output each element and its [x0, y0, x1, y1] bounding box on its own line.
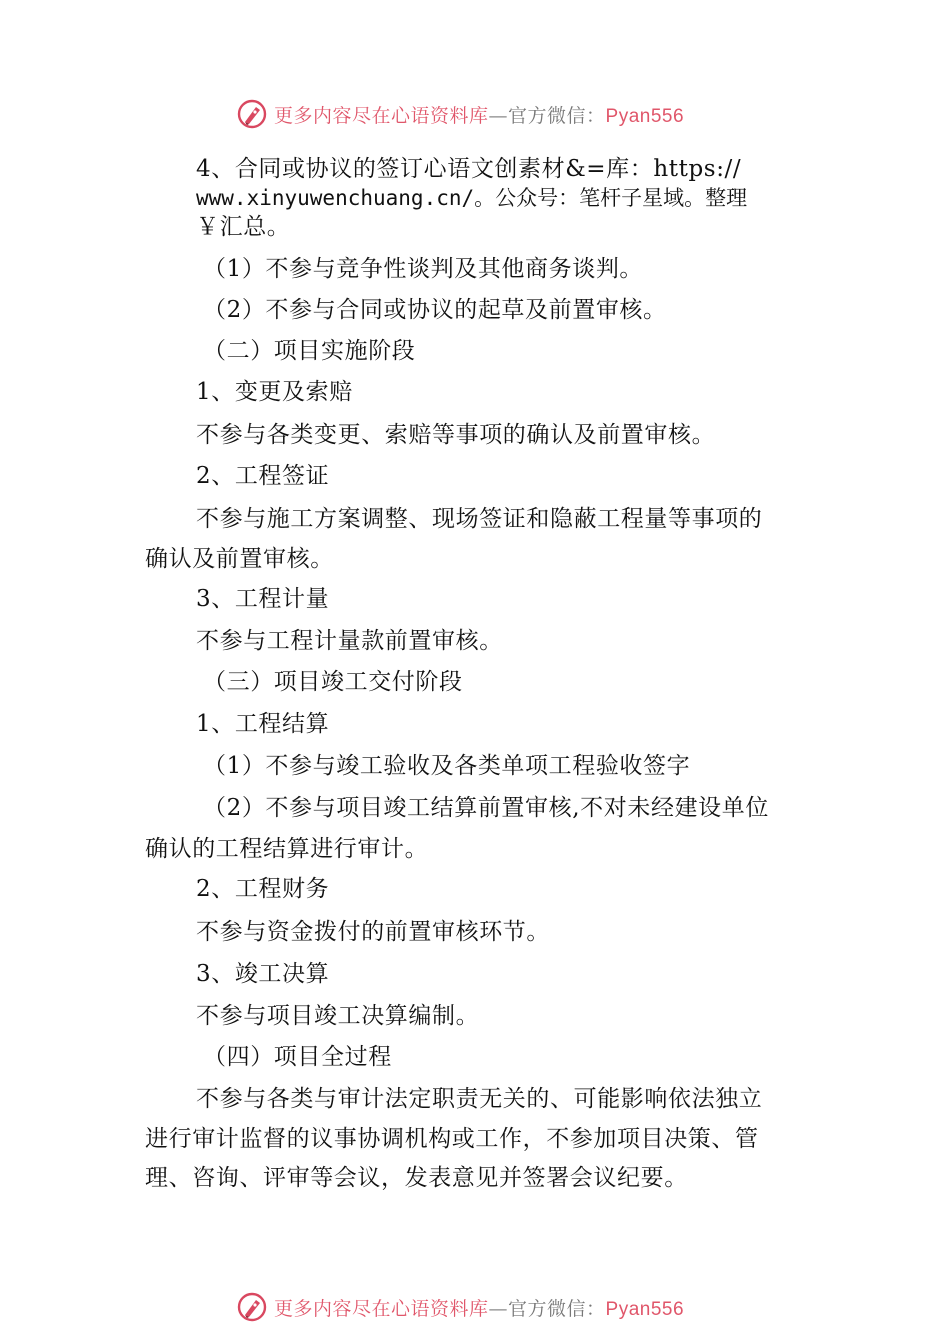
- subsection-heading: 2、工程签证: [196, 463, 330, 489]
- list-item: （2）不参与合同或协议的起草及前置审核。: [203, 297, 667, 323]
- list-item: （2）不参与项目竣工结算前置审核,不对未经建设单位: [203, 795, 769, 821]
- banner-wechat-id: Pyan556: [605, 1298, 685, 1320]
- paragraph-line: 确认的工程结算进行审计。: [145, 836, 429, 862]
- list-item: （1）不参与竞争性谈判及其他商务谈判。: [203, 256, 644, 282]
- paragraph-line: 不参与各类与审计法定职责无关的、可能影响依法独立: [196, 1086, 763, 1112]
- subsection-heading: 2、工程财务: [196, 876, 330, 902]
- subsection-heading: 3、竣工决算: [196, 961, 330, 987]
- banner-wechat-label: 官方微信：: [508, 104, 606, 127]
- list-item: （1）不参与竣工验收及各类单项工程验收签字: [203, 753, 691, 779]
- pen-nib-logo-icon: [236, 98, 268, 130]
- header-banner: [236, 97, 756, 131]
- paragraph-line: 不参与项目竣工决算编制。: [196, 1003, 480, 1029]
- paragraph-line: 不参与工程计量款前置审核。: [196, 628, 503, 654]
- paragraph-line: 理、咨询、评审等会议，发表意见并签署会议纪要。: [145, 1165, 688, 1191]
- footer-banner: [236, 1290, 756, 1324]
- paragraph-line: 不参与各类变更、索赔等事项的确认及前置审核。: [196, 422, 716, 448]
- paragraph-line: 进行审计监督的议事协调机构或工作，不参加项目决策、管: [145, 1126, 759, 1152]
- section-heading: （四）项目全过程: [203, 1044, 392, 1070]
- banner-main-text: 更多内容尽在心语资料库: [274, 1297, 489, 1320]
- subsection-heading: 1、变更及索赔: [196, 379, 353, 405]
- paragraph-line: 不参与资金拨付的前置审核环节。: [196, 919, 550, 945]
- banner-main-text: 更多内容尽在心语资料库: [274, 104, 489, 127]
- banner-text: [274, 101, 684, 128]
- paragraph-line: 不参与施工方案调整、现场签证和隐蔽工程量等事项的: [196, 506, 763, 532]
- section-heading: （二）项目实施阶段: [203, 338, 416, 364]
- banner-separator: —: [488, 104, 509, 127]
- banner-wechat-label: 官方微信：: [508, 1297, 606, 1320]
- paragraph-line: www.xinyuwenchuang.cn/。公众号：笔杆子星域。整理: [196, 186, 748, 210]
- banner-wechat-id: Pyan556: [605, 105, 685, 127]
- subsection-heading: 3、工程计量: [196, 586, 330, 612]
- paragraph-line: 确认及前置审核。: [145, 546, 334, 572]
- pen-nib-logo-icon: [236, 1291, 268, 1323]
- section-heading: （三）项目竣工交付阶段: [203, 669, 463, 695]
- paragraph-line: ￥汇总。: [196, 214, 291, 240]
- paragraph-line: 4、合同或协议的签订心语文创素材&=库：https://: [196, 156, 742, 182]
- subsection-heading: 1、工程结算: [196, 711, 330, 737]
- banner-text: [274, 1294, 684, 1321]
- banner-separator: —: [488, 1297, 509, 1320]
